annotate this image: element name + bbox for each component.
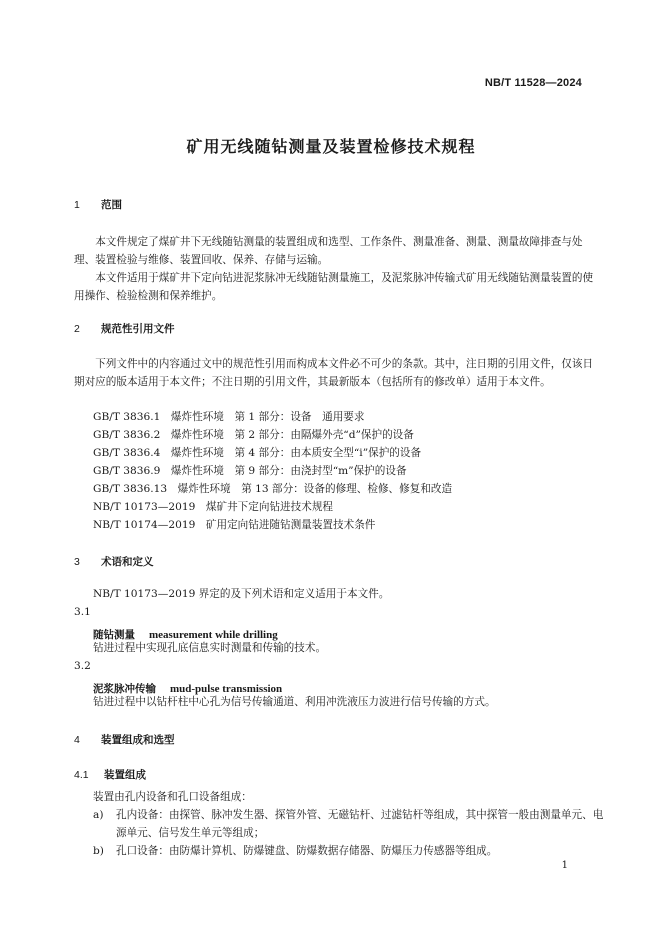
section-number: 3 [74, 556, 80, 568]
list-marker: b) [93, 845, 104, 857]
section-title: 范围 [101, 199, 122, 211]
page-number: 1 [561, 860, 568, 871]
section-number: 2 [74, 323, 80, 335]
reference-item: GB/T 3836.1 爆炸性环境 第 1 部分：设备 通用要求 [93, 411, 365, 423]
section-title: 术语和定义 [101, 556, 154, 568]
scope-paragraph-2: 本文件适用于煤矿井下定向钻进泥浆脉冲无线随钻测量施工，及泥浆脉冲传输式矿用无线随钻测量装置的使用操作、检验检测和保养维护。 [74, 272, 594, 302]
reference-item: GB/T 3836.13 爆炸性环境 第 13 部分：设备的修理、检修、修复和改造 [93, 483, 453, 495]
reference-item: GB/T 3836.4 爆炸性环境 第 4 部分：由本质安全型“i”保护的设备 [93, 447, 422, 459]
subsection-heading-composition [74, 767, 146, 782]
list-item [93, 842, 497, 860]
scope-paragraph-1: 本文件规定了煤矿井下无线随钻测量的装置组成和选型、工作条件、测量准备、测量、测量故障排查与处理、装置检验与维修、装置回收、保养、存储与运输。 [74, 236, 583, 266]
list-item-text: 孔口设备：由防爆计算机、防爆键盘、防爆数据存储器、防爆压力传感器等组成。 [116, 845, 498, 857]
list-item [93, 806, 610, 842]
reference-item: NB/T 10173—2019 煤矿井下定向钻进技术规程 [93, 501, 334, 513]
subsection-number: 4.1 [74, 769, 89, 781]
term-english: mud-pulse transmission [170, 683, 283, 695]
references-intro: 下列文件中的内容通过文中的规范性引用而构成本文件必不可少的条款。其中，注日期的引用文件，仅该日期对应的版本适用于本文件；不注日期的引用文件，其最新版本（包括所有的修改单）适用于本文件。 [74, 358, 594, 388]
standard-number: NB/T 11528—2024 [484, 77, 582, 89]
section-heading-normative-references [74, 321, 175, 336]
list-item-text: 孔内设备：由探管、脉冲发生器、探管外管、无磁钻杆、过滤钻杆等组成，其中探管一般由测量单元、电源单元、信号发生单元等组成； [116, 809, 604, 839]
document-title: 矿用无线随钻测量及装置检修技术规程 [186, 137, 476, 156]
term-definition: 钻进过程中以钻杆柱中心孔为信号传输通道、利用冲洗液压力波进行信号传输的方式。 [93, 696, 496, 708]
subsection-title: 装置组成 [104, 769, 146, 781]
section-number: 4 [74, 734, 80, 746]
term-chinese: 随钻测量 [93, 629, 135, 641]
term-number: 3.1 [74, 606, 91, 618]
term-definition: 钻进过程中实现孔底信息实时测量和传输的技术。 [93, 642, 327, 654]
reference-item: GB/T 3836.9 爆炸性环境 第 9 部分：由浇封型“m”保护的设备 [93, 465, 407, 477]
section-heading-terms [74, 554, 154, 569]
reference-item: GB/T 3836.2 爆炸性环境 第 2 部分：由隔爆外壳“d”保护的设备 [93, 429, 414, 441]
section-heading-scope [74, 197, 122, 212]
term-chinese: 泥浆脉冲传输 [93, 683, 156, 695]
section-number: 1 [74, 199, 80, 211]
terms-intro: NB/T 10173—2019 界定的及下列术语和定义适用于本文件。 [93, 588, 390, 600]
composition-intro: 装置由孔内设备和孔口设备组成： [93, 791, 252, 803]
section-title: 规范性引用文件 [101, 323, 175, 335]
reference-item: NB/T 10174—2019 矿用定向钻进随钻测量装置技术条件 [93, 519, 376, 531]
section-heading-composition [74, 732, 175, 747]
section-title: 装置组成和选型 [101, 734, 175, 746]
list-marker: a) [93, 809, 104, 821]
term-english: measurement while drilling [149, 629, 278, 641]
term-number: 3.2 [74, 660, 91, 672]
